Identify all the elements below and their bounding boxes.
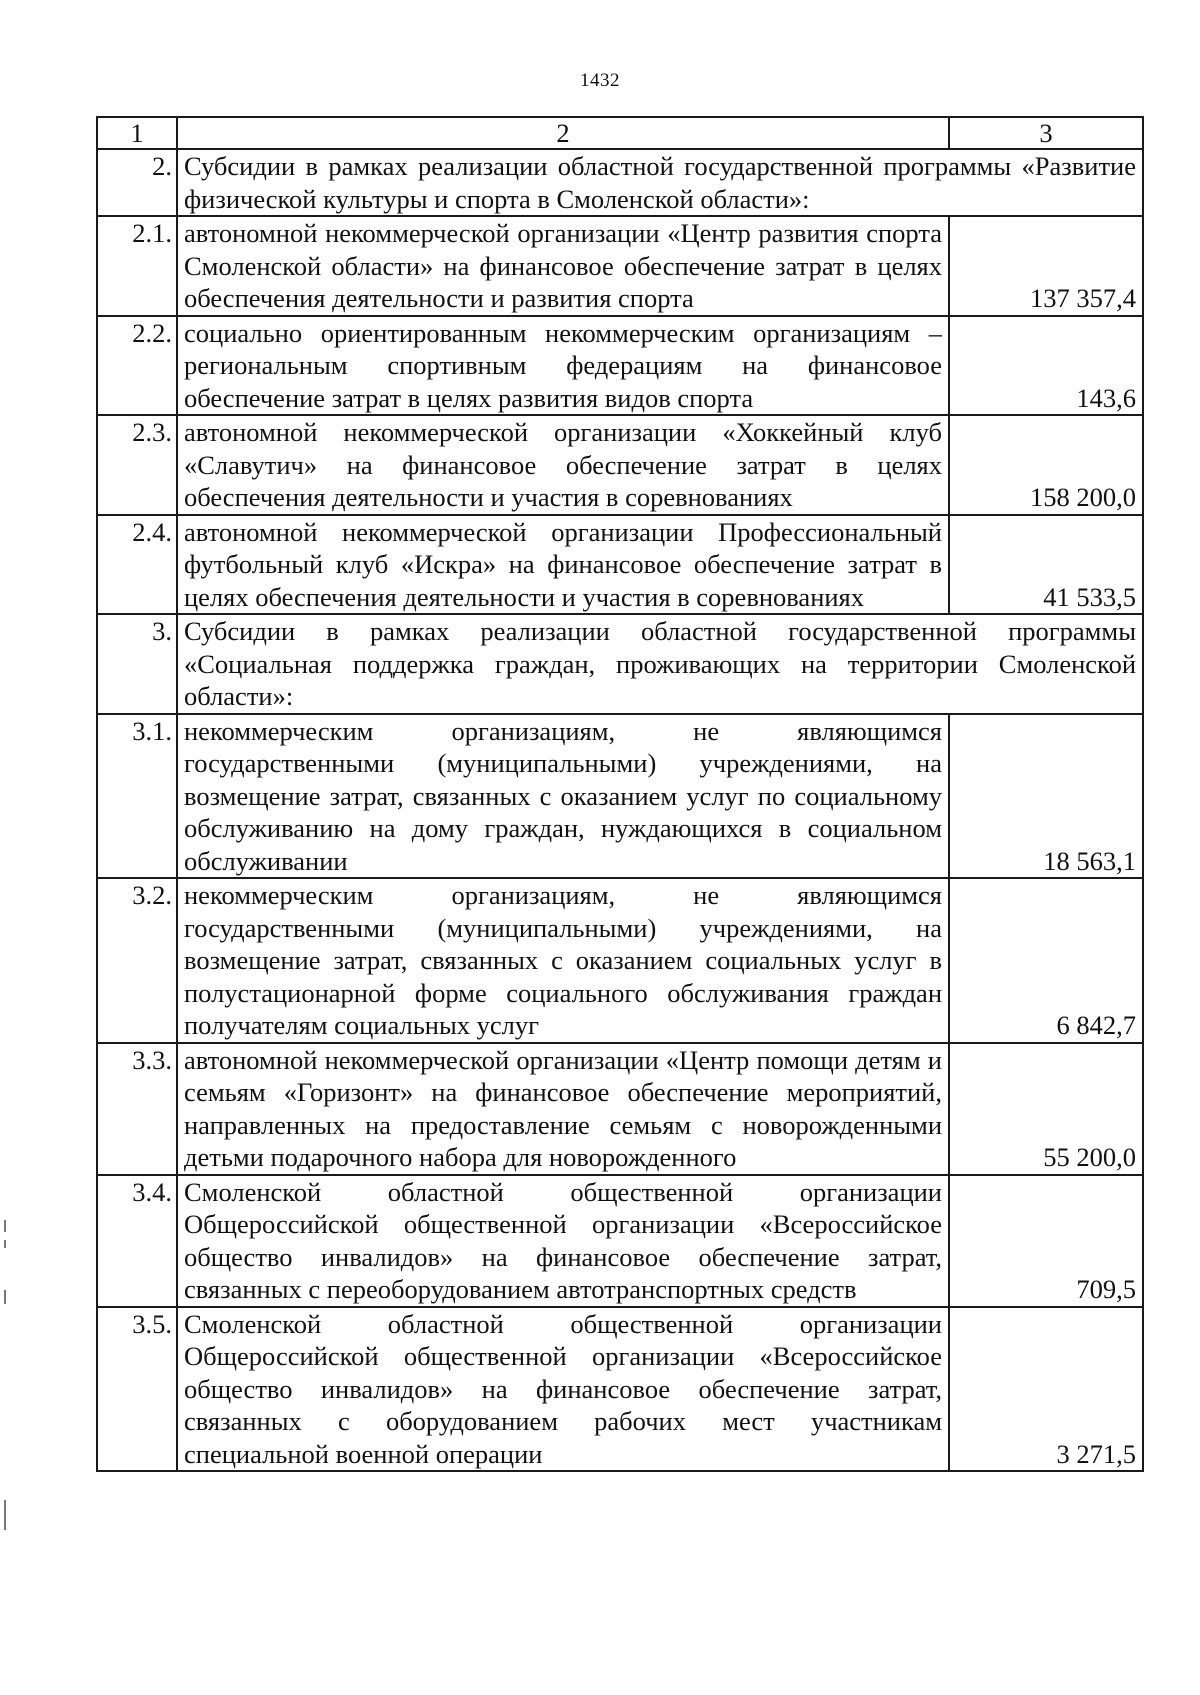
row-number: 2.2.	[97, 316, 177, 416]
row-description: некоммерческим организациям, не являющимся государственными (муниципальными) учреждениями, на возмещение затрат, связанных с оказанием услуг по социальному обслуживанию на дому граждан, нуждающихся в социальном обслуживании	[177, 714, 949, 879]
table-row	[97, 515, 1143, 615]
column-header-amount: 3	[949, 117, 1143, 149]
row-description: автономной некоммерческой организации «Центр помощи детям и семьям «Горизонт» на финансовое обеспечение мероприятий, направленных на предоставление семьям с новорожденными детьми подарочного набора для новорожденного	[177, 1043, 949, 1175]
page-number: 1432	[580, 70, 620, 91]
table-header-row	[97, 117, 1143, 149]
table-row	[97, 216, 1143, 316]
row-number: 2.1.	[97, 216, 177, 316]
row-number: 2.4.	[97, 515, 177, 615]
table-row	[97, 415, 1143, 515]
row-description: автономной некоммерческой организации «Центр развития спорта Смоленской области» на финансовое обеспечение затрат в целях обеспечения деятельности и развития спорта	[177, 216, 949, 316]
row-description: социально ориентированным некоммерческим организациям – региональным спортивным федерациям на финансовое обеспечение затрат в целях развития видов спорта	[177, 316, 949, 416]
row-number: 3.1.	[97, 714, 177, 879]
row-amount: 6 842,7	[949, 878, 1143, 1043]
row-number: 3.4.	[97, 1175, 177, 1307]
section-row	[97, 614, 1143, 714]
row-amount: 709,5	[949, 1175, 1143, 1307]
row-number: 3.3.	[97, 1043, 177, 1175]
scan-edge-mark	[4, 1220, 6, 1232]
row-amount: 3 271,5	[949, 1307, 1143, 1472]
subsidies-table	[96, 116, 1144, 1472]
row-number: 3.2.	[97, 878, 177, 1043]
row-description: некоммерческим организациям, не являющимся государственными (муниципальными) учреждениями, на возмещение затрат, связанных с оказанием социальных услуг в полустационарной форме социального обслуживания граждан получателям социальных услуг	[177, 878, 949, 1043]
table-row	[97, 714, 1143, 879]
scan-edge-mark	[4, 1500, 6, 1530]
scan-edge-mark	[4, 1240, 6, 1248]
section-row	[97, 149, 1143, 216]
row-description: Смоленской областной общественной организации Общероссийской общественной организации «Всероссийское общество инвалидов» на финансовое обеспечение затрат, связанных с переоборудованием автотранспортных средств	[177, 1175, 949, 1307]
row-amount: 158 200,0	[949, 415, 1143, 515]
table-row	[97, 878, 1143, 1043]
row-description: автономной некоммерческой организации «Хоккейный клуб «Славутич» на финансовое обеспечение затрат в целях обеспечения деятельности и участия в соревнованиях	[177, 415, 949, 515]
section-title: Субсидии в рамках реализации областной государственной программы «Социальная поддержка граждан, проживающих на территории Смоленской области»:	[177, 614, 1143, 714]
row-number: 2.3.	[97, 415, 177, 515]
row-description: Смоленской областной общественной организации Общероссийской общественной организации «Всероссийское общество инвалидов» на финансовое обеспечение затрат, связанных с оборудованием рабочих мест участникам специальной военной операции	[177, 1307, 949, 1472]
row-amount: 18 563,1	[949, 714, 1143, 879]
row-amount: 41 533,5	[949, 515, 1143, 615]
column-header-description: 2	[177, 117, 949, 149]
row-number: 2.	[97, 149, 177, 216]
row-amount: 143,6	[949, 316, 1143, 416]
row-description: автономной некоммерческой организации Профессиональный футбольный клуб «Искра» на финансовое обеспечение затрат в целях обеспечения деятельности и участия в соревнованиях	[177, 515, 949, 615]
row-amount: 55 200,0	[949, 1043, 1143, 1175]
table-row	[97, 1043, 1143, 1175]
table-row	[97, 1175, 1143, 1307]
row-amount: 137 357,4	[949, 216, 1143, 316]
section-title: Субсидии в рамках реализации областной государственной программы «Развитие физической культуры и спорта в Смоленской области»:	[177, 149, 1143, 216]
table-row	[97, 1307, 1143, 1472]
row-number: 3.	[97, 614, 177, 714]
row-number: 3.5.	[97, 1307, 177, 1472]
column-header-number: 1	[97, 117, 177, 149]
table-row	[97, 316, 1143, 416]
scan-edge-mark	[4, 1290, 6, 1304]
